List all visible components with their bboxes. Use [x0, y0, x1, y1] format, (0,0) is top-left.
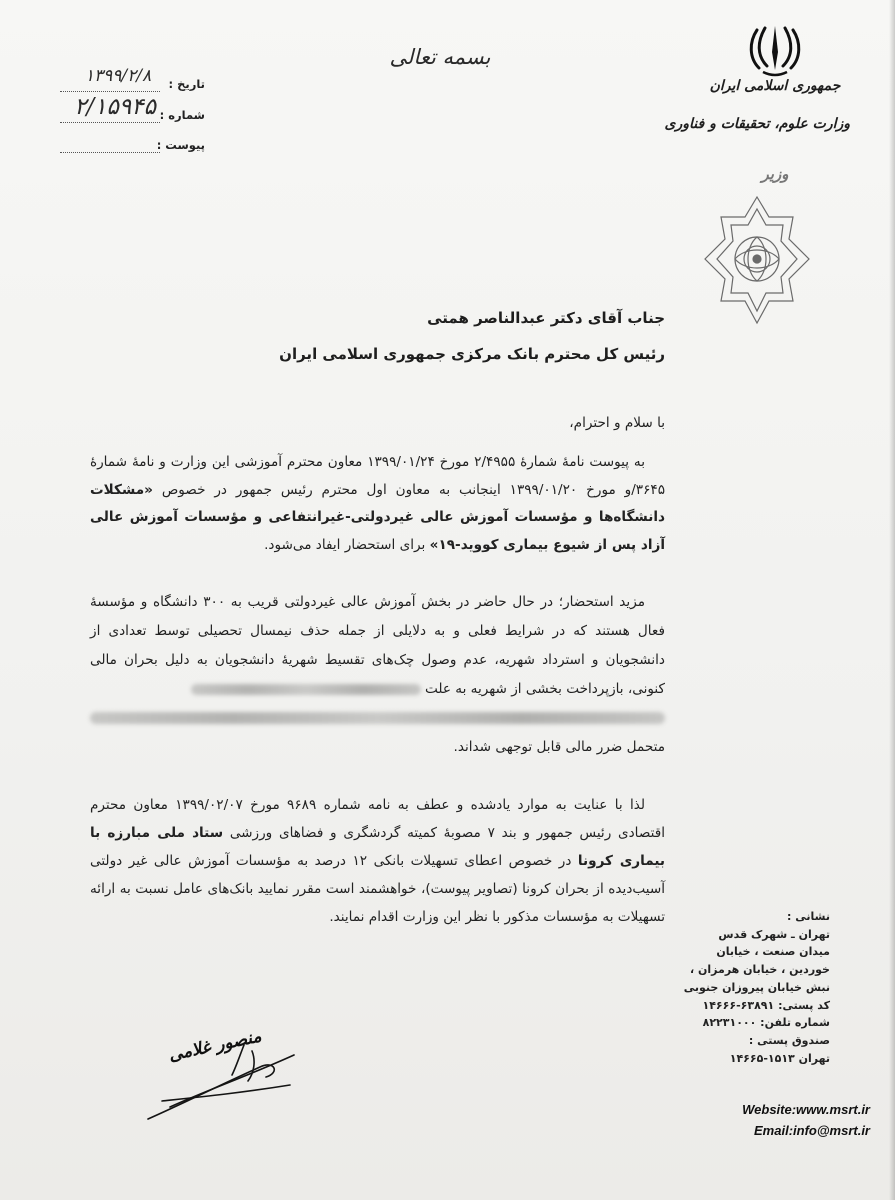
- paragraph-2-text: مزید استحضار؛ در حال حاضر در بخش آموزش عالی غیردولتی قریب به ۳۰۰ دانشگاه و مؤسسهٔ فعال هستند که در شرایط فعلی و به دلایلی از جمله حذف نیمسال تحصیلی توسط تعدادی از دانشجویان و استرداد شهریه، عدم وصول چک‌های تقسیط شهریهٔ دانشجویان به دلیل بحران مالی کنونی، بازپرداخت بخشی از شهریه به علت: [90, 594, 665, 697]
- paragraph-1-end: برای استحضار ایفاد می‌شود.: [264, 536, 426, 553]
- paragraph-2: [90, 588, 665, 762]
- paragraph-1-subject: «مشکلات دانشگاه‌ها و مؤسسات آموزش عالی غیردولتی-غیرانتفاعی و مؤسسات آموزش عالی آزاد پس از شیوع بیماری کووید-۱۹»: [90, 481, 665, 553]
- attachment-dotted-line: [60, 152, 160, 153]
- letterhead-minister: وزیر: [761, 165, 789, 183]
- address-line: خوردین ، خیابان هرمزان ،: [690, 963, 830, 977]
- address-line: نبش خیابان پیروزان جنوبی: [683, 980, 830, 994]
- paragraph-3: [90, 791, 665, 931]
- addressee-title: رئیس کل محترم بانک مرکزی جمهوری اسلامی ایران: [279, 345, 665, 363]
- basmala: بسمه تعالی: [389, 45, 491, 69]
- date-dotted-line: [60, 91, 160, 92]
- po-box-value: تهران ۱۵۱۳-۱۴۶۶۵: [729, 1051, 830, 1065]
- paragraph-1: [90, 449, 665, 559]
- address-line: میدان صنعت ، خیابان: [716, 945, 830, 959]
- date-value: ۱۳۹۹/۲/۸: [84, 66, 152, 86]
- paragraph-1-start: به پیوست نامهٔ شمارهٔ ۲/۴۹۵۵ مورخ ۱۳۹۹/۰۱/۲۴ معاون محترم آموزشی این وزارت و نامهٔ شمارهٔ ۳۶۴۵/و مورخ ۱۳۹۹/۰۱/۲۰ اینجانب به معاون اول محترم رئیس جمهور در خصوص: [90, 454, 666, 498]
- redacted-line: [90, 712, 665, 724]
- signature-scribble-icon: [140, 1015, 300, 1125]
- number-label: شماره :: [159, 108, 205, 122]
- salutation: با سلام و احترام،: [569, 415, 665, 431]
- phone-number: شماره تلفن: ۸۲۲۳۱۰۰۰: [702, 1016, 830, 1030]
- addressee-name: جناب آقای دکتر عبدالناصر همتی: [427, 309, 665, 327]
- paper-edge-shadow: [889, 0, 895, 1200]
- postal-code: کد پستی: ۶۳۸۹۱-۱۴۶۶۶: [702, 998, 830, 1012]
- signature-name: منصور غلامی: [166, 1026, 264, 1066]
- paragraph-3-start: لذا با عنایت به موارد یادشده و عطف به نامه شماره ۹۶۸۹ مورخ ۱۳۹۹/۰۲/۰۷ معاون محترم اقتصادی رئیس جمهور و بند ۷ مصوبهٔ کمیته گردشگری و فضاهای ورزشی: [90, 797, 665, 841]
- decorative-ornament-icon: [703, 195, 811, 325]
- website-link[interactable]: Website:www.msrt.ir: [742, 1102, 870, 1117]
- address-label: نشانی :: [787, 910, 830, 923]
- iran-emblem-icon: [745, 22, 805, 80]
- address-line: تهران ـ شهرک قدس: [718, 927, 830, 941]
- po-box-label: صندوق پستی :: [748, 1033, 830, 1047]
- attachment-label: پیوست :: [156, 138, 205, 152]
- redacted-text: [191, 684, 421, 695]
- email-link[interactable]: Email:info@msrt.ir: [754, 1123, 870, 1138]
- letterhead-republic: جمهوری اسلامی ایران: [709, 78, 841, 94]
- paragraph-2-end: متحمل ضرر مالی قابل توجهی شداند.: [453, 739, 665, 755]
- address-block: [683, 908, 830, 1067]
- number-dotted-line: [60, 122, 160, 123]
- paragraph-3-end: در خصوص اعطای تسهیلات بانکی ۱۲ درصد به مؤسسات آموزش عالی غیر دولتی آسیب‌دیده از بحران کرونا (تصاویر پیوست)، خواهشمند است مقرر نمایید بانک‌های عامل نسبت به ارائه تسهیلات به مؤسسات مذکور با نظر این وزارت اقدام نمایند.: [90, 853, 665, 925]
- letterhead-ministry: وزارت علوم، تحقیقات و فناوری: [664, 116, 850, 132]
- number-value: ۲/۱۵۹۴۵: [74, 94, 156, 120]
- paragraph-3-bold: ستاد ملی مبارزه با بیماری کرونا: [90, 825, 665, 869]
- date-label: تاریخ :: [168, 77, 205, 91]
